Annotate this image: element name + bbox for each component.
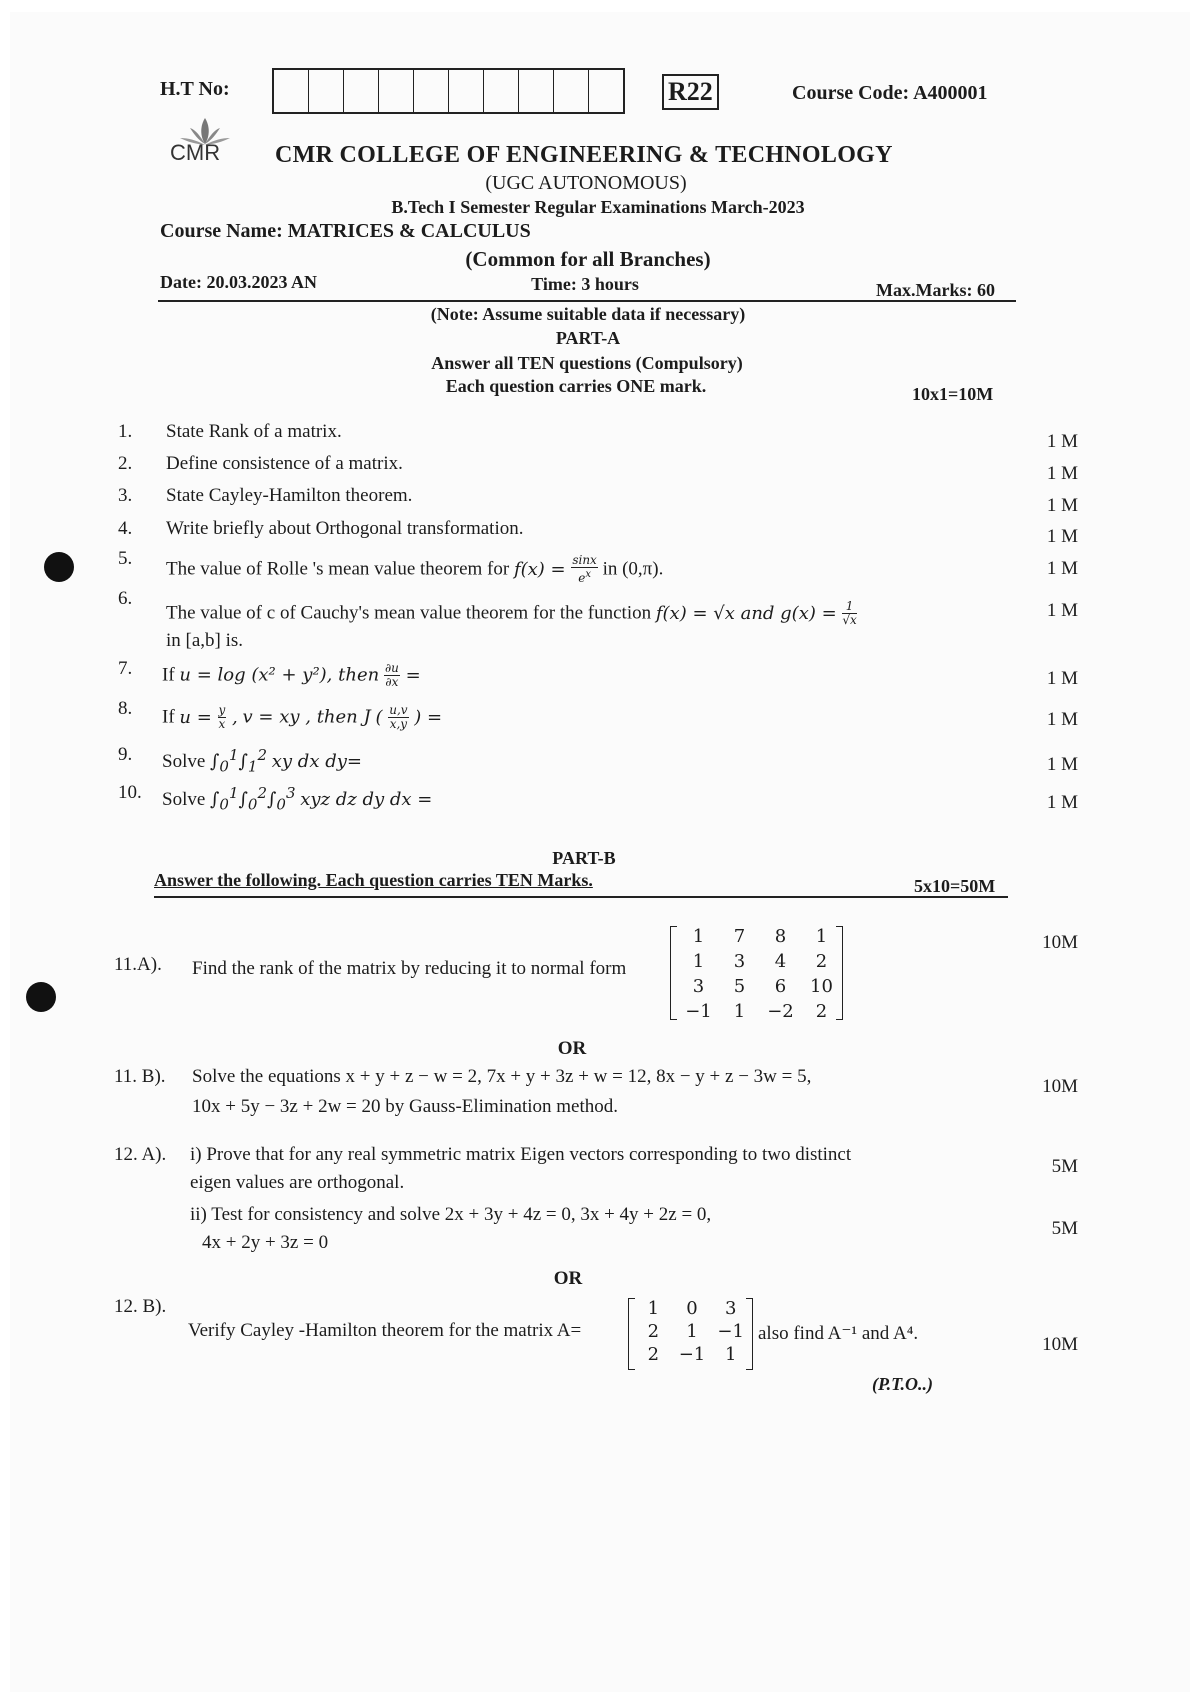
header-rule [158,300,1016,302]
q10-expression: xyz dz dy dx = [300,789,433,810]
q6-text-line2: in [a,b] is. [166,630,244,651]
q6-number: 6. [118,588,133,609]
q9-mark: 1 M [1046,754,1078,775]
q2-text: Define consistence of a matrix. [166,453,403,474]
college-name: CMR COLLEGE OF ENGINEERING & TECHNOLOGY [275,142,893,168]
part-a-title: PART-A [555,328,621,348]
q2-number: 2. [118,453,133,474]
matrix-11a-cell: 1 [692,926,705,947]
q7-expression: u = log (x² + y²), then [179,664,380,686]
autonomy: (UGC AUTONOMOUS) [485,172,687,194]
matrix-11a-left-bracket [670,926,677,1020]
q4-number: 4. [118,518,133,539]
part-b-instruction: Answer the following. Each question carries TEN Marks. [154,870,593,890]
q9-expression: xy dx dy= [271,751,362,772]
part-a-instruction-2: Each question carries ONE mark. [445,376,707,396]
q12a-number: 12. A). [114,1144,167,1165]
common-branches: (Common for all Branches) [465,247,711,271]
q12b-tail: also find A⁻¹ and A⁴. [758,1323,919,1344]
q4-text: Write briefly about Orthogonal transformation. [166,518,524,539]
q6-functions: f(x) = √x and g(x) = $\frac{1}{√x}$ [655,599,857,627]
college-logo [160,114,250,174]
q2-mark: 1 M [1046,463,1078,484]
q3-text: State Cayley-Hamilton theorem. [166,485,413,506]
q8-text: If [162,706,175,728]
q5-number: 5. [118,548,133,569]
max-marks: Max.Marks: 60 [876,280,995,300]
punch-hole-mark [44,552,74,582]
part-b-marks: 5x10=50M [914,876,996,896]
q8-line: If u = $\frac{y}{x}$ , v = xy , then J ( $\frac{u,v}{x,y}$ ) = [162,703,443,731]
q10-mark: 1 M [1046,792,1078,813]
q1-mark: 1 M [1046,431,1078,452]
q6-text: The value of c of Cauchy's mean value theorem for the function [166,602,652,624]
matrix-11a-cell: −2 [767,1001,794,1022]
exam-paper [10,12,1190,1692]
q11b-text-line2: 10x + 5y − 3z + 2w = 20 by Gauss-Elimination method. [192,1096,618,1117]
q8-expression: v = xy , then J [242,706,371,728]
part-a-marks: 10x1=10M [912,384,994,404]
q12a-part-i-line1: i) Prove that for any real symmetric matrix Eigen vectors corresponding to two distinct [190,1144,852,1165]
matrix-11a-cell: 5 [733,976,746,997]
q3-number: 3. [118,485,133,506]
q8-number: 8. [118,698,133,719]
q7-mark: 1 M [1046,668,1078,689]
q5-line [166,554,663,585]
matrix-12b-cell: 1 [724,1344,737,1365]
matrix-12b-cell: 1 [647,1298,660,1319]
part-a-instruction-1: Answer all TEN questions (Compulsory) [431,353,743,373]
matrix-11a-cell: 2 [815,1001,828,1022]
or-divider-1: OR [557,1038,587,1059]
or-divider-2: OR [553,1268,583,1289]
q10-text: Solve [162,789,206,810]
matrix-12b-cell: 0 [686,1298,698,1319]
pto-note: (P.T.O..) [872,1374,934,1394]
q1-text: State Rank of a matrix. [166,421,342,442]
q12a-part-i-line2: eigen values are orthogonal. [190,1172,405,1193]
matrix-12b [634,1298,750,1365]
punch-hole-mark-2 [26,982,56,1012]
q5-text: The value of Rolle 's mean value theorem for [166,558,510,580]
logo-text: CMR [170,140,221,165]
q12b-number: 12. B). [114,1296,167,1317]
matrix-11a-cell: 1 [733,1001,746,1022]
q9-text: Solve [162,751,206,772]
matrix-12b-cell: 2 [647,1321,660,1342]
q12a-part-ii-line2: 4x + 2y + 3z = 0 [202,1232,329,1253]
exam-date: Date: 20.03.2023 AN [160,272,317,292]
q7-number: 7. [118,658,133,679]
matrix-11a-cell: 1 [815,926,828,947]
regulation-box: R22 [662,74,719,110]
matrix-12b-cell: −1 [678,1344,706,1365]
matrix-11a-cell: 1 [692,951,705,972]
q9-number: 9. [118,744,133,765]
q4-mark: 1 M [1046,526,1078,547]
matrix-12b-cell: −1 [717,1321,744,1342]
matrix-11a-right-bracket [836,926,843,1020]
note: (Note: Assume suitable data if necessary) [430,304,746,324]
hall-ticket-boxes [272,68,625,114]
q5-interval: in (0,π). [602,558,664,580]
matrix-11a-cell: 3 [733,951,746,972]
q8-mark: 1 M [1046,709,1078,730]
q7-line: If u = log (x² + y²), then $\frac{\partial u}{\partial x}$ = [162,661,421,689]
matrix-11a [678,926,842,1022]
q12b-text: Verify Cayley -Hamilton theorem for the matrix A= [188,1320,582,1341]
q10-line: Solve $\int_0^1\int_0^2\int_0^3$ xyz dz dy dx = [162,784,433,814]
q3-mark: 1 M [1046,495,1078,516]
q11a-text: Find the rank of the matrix by reducing it to normal form [192,958,627,979]
matrix-11a-cell: −1 [685,1001,712,1022]
q11a-mark: 10M [1042,932,1078,953]
q12b-mark: 10M [1042,1334,1078,1355]
course-code: Course Code: A400001 [792,82,988,104]
matrix-12b-cell: 1 [686,1321,698,1342]
q12a-part-i-mark: 5M [1051,1156,1078,1177]
matrix-11a-cell: 7 [733,926,746,947]
matrix-11a-cell: 6 [774,976,787,997]
q12a-part-ii-mark: 5M [1051,1218,1078,1239]
q11b-mark: 10M [1042,1076,1078,1097]
q7-text: If [162,664,175,686]
exam-title: B.Tech I Semester Regular Examinations March-2023 [391,197,805,217]
exam-time: Time: 3 hours [531,274,639,294]
q6-mark: 1 M [1046,600,1078,621]
ht-no-label: H.T No: [160,78,230,100]
matrix-11a-cell: 3 [692,976,705,997]
matrix-11a-cell: 10 [810,976,833,997]
q6-line [166,600,857,627]
matrix-11a-cell: 2 [815,951,828,972]
q10-number: 10. [118,782,142,803]
matrix-12b-cell: 3 [724,1298,737,1319]
matrix-11a-cell: 4 [774,951,787,972]
q12a-part-ii-line1: ii) Test for consistency and solve 2x + 3y + 4z = 0, 3x + 4y + 2z = 0, [190,1204,712,1225]
course-name: Course Name: MATRICES & CALCULUS [160,220,531,242]
part-b-rule [154,896,1008,898]
q9-line: Solve $\int_0^1\int_1^2$ xy dx dy= [162,746,362,776]
matrix-12b-cell: 2 [647,1344,660,1365]
part-b-title: PART-B [552,848,616,868]
q11b-number: 11. B). [114,1066,166,1087]
q1-number: 1. [118,421,133,442]
matrix-11a-cell: 8 [774,926,787,947]
q11b-text-line1: Solve the equations x + y + z − w = 2, 7x + y + 3z + w = 12, 8x − y + z − 3w = 5, [192,1066,812,1087]
q5-function: f(x) = $\frac{\sin x}{e^x}$ [513,553,597,585]
matrix-12b-right-bracket [746,1298,753,1370]
q5-mark: 1 M [1046,558,1078,579]
q11a-number: 11.A). [114,954,162,975]
